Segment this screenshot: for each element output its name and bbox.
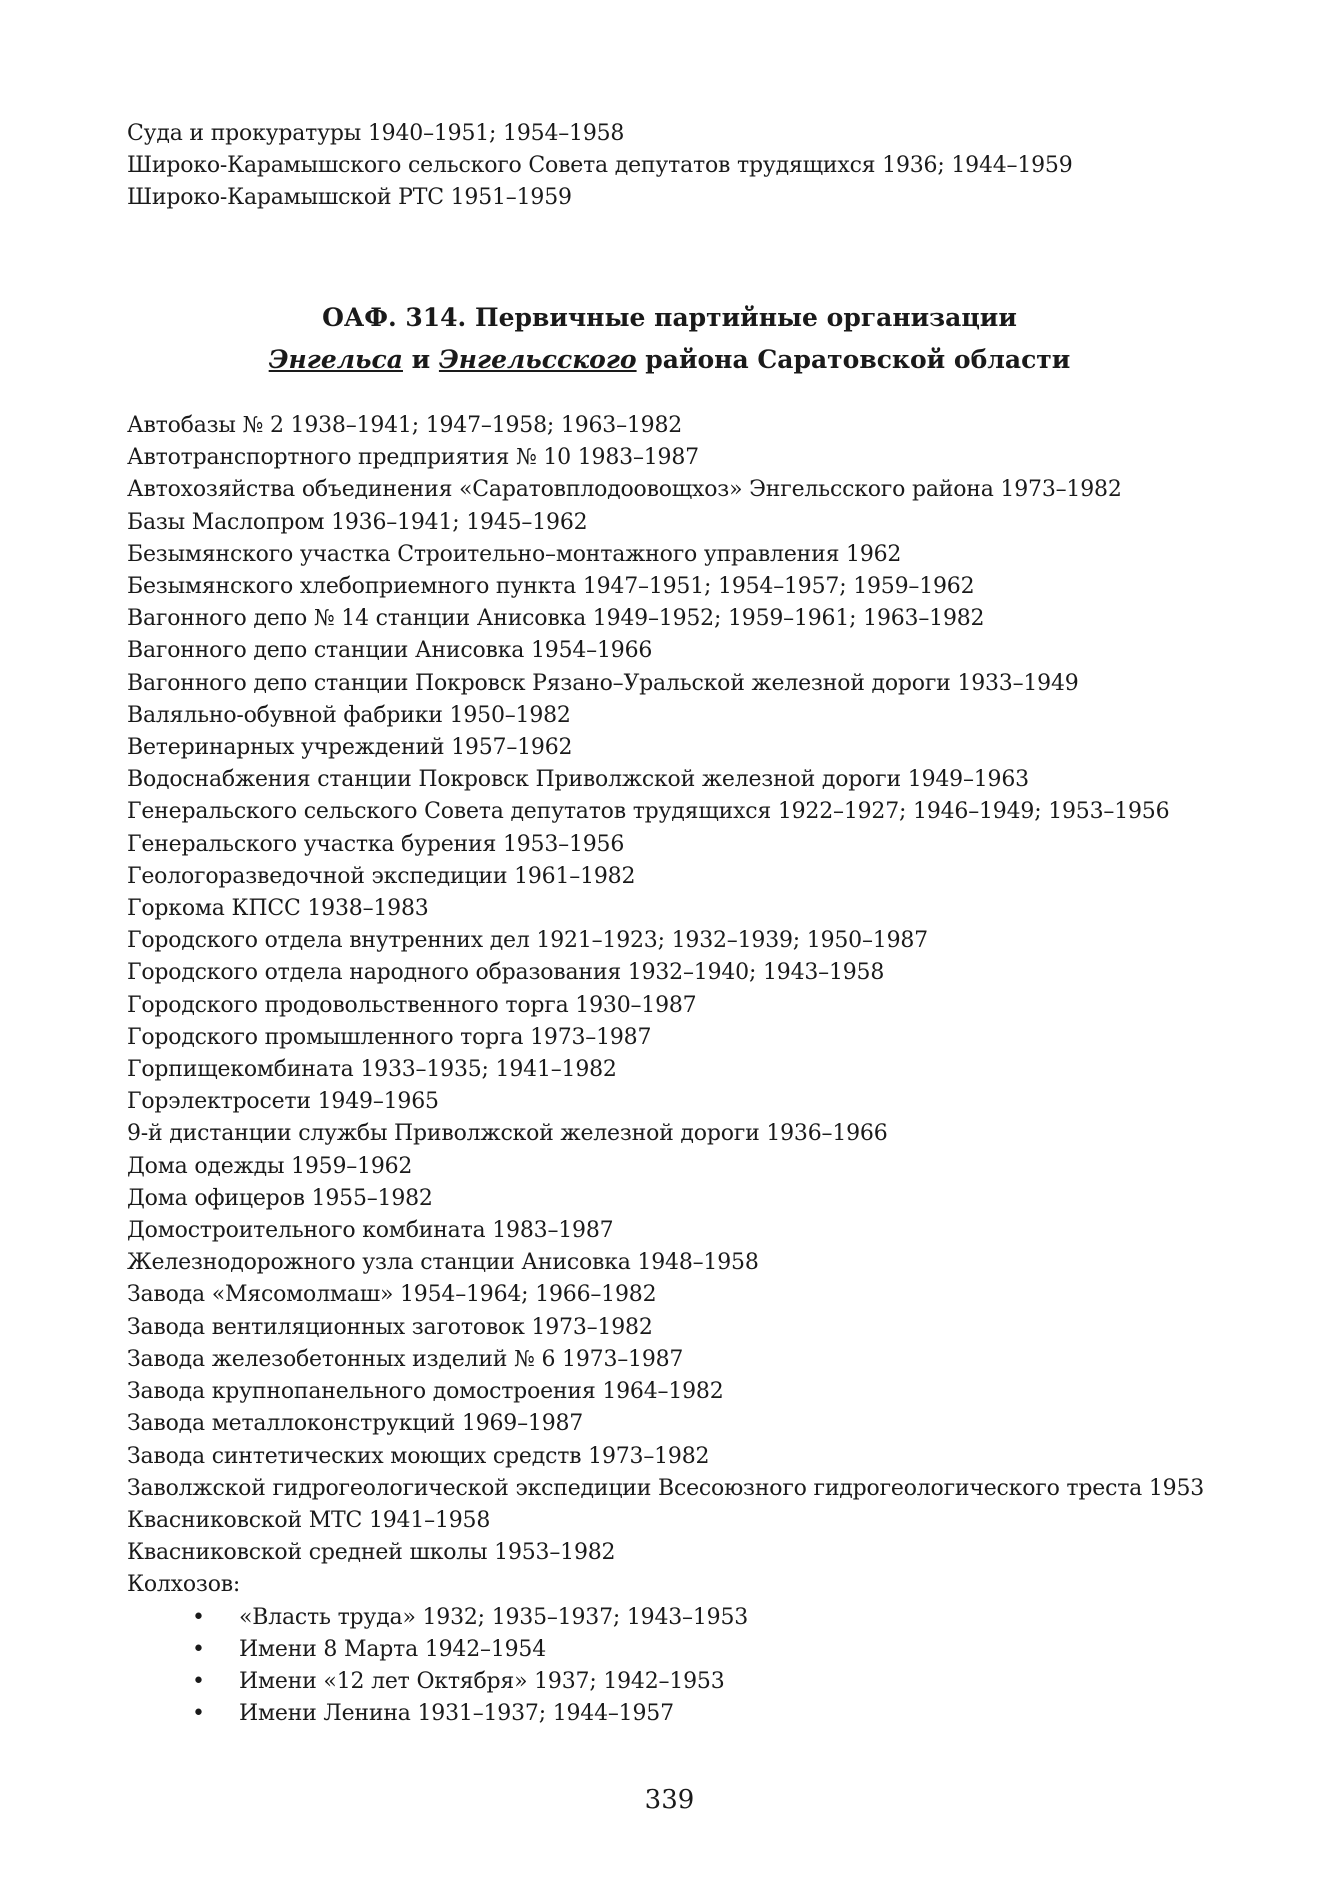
list-item: Горпищекомбината 1933–1935; 1941–1982 — [127, 1057, 617, 1083]
kolkhozes-label: Колхозов: — [127, 1572, 241, 1598]
top-list — [127, 118, 1227, 215]
list-item: Вагонного депо станции Покровск Рязано–Уральской железной дороги 1933–1949 — [127, 670, 1079, 696]
bullet-icon: • — [192, 1604, 205, 1630]
list-item: Горэлектросети 1949–1965 — [127, 1089, 439, 1115]
list-item: Городского промышленного торга 1973–1987 — [127, 1024, 652, 1050]
list-item: Валяльно-обувной фабрики 1950–1982 — [127, 702, 571, 728]
bullet-item — [127, 1602, 1227, 1634]
list-item: Домостроительного комбината 1983–1987 — [127, 1218, 614, 1244]
list-item: Ветеринарных учреждений 1957–1962 — [127, 735, 573, 761]
bullet-item — [127, 1698, 1227, 1730]
list-item: Завода металлоконструкций 1969–1987 — [127, 1411, 584, 1437]
list-item: Завода вентиляционных заготовок 1973–1982 — [127, 1314, 653, 1340]
list-item: Завода железобетонных изделий № 6 1973–1987 — [127, 1346, 684, 1372]
bullet-icon: • — [192, 1701, 205, 1727]
page-number: 339 — [644, 1785, 695, 1815]
heading-conjunction: и — [402, 345, 439, 374]
list-item: 9-й дистанции службы Приволжской железной дороги 1936–1966 — [127, 1121, 888, 1147]
bullet-text: Имени «12 лет Октября» 1937; 1942–1953 — [239, 1668, 725, 1694]
list-item: Железнодорожного узла станции Анисовка 1948–1958 — [127, 1250, 759, 1276]
heading-district-name: Энгельсского — [438, 345, 637, 374]
bullet-text: Имени Ленина 1931–1937; 1944–1957 — [239, 1701, 674, 1727]
list-item: Городского отдела внутренних дел 1921–1923; 1932–1939; 1950–1987 — [127, 928, 928, 954]
list-item: Автотранспортного предприятия № 10 1983–1987 — [127, 445, 699, 471]
list-item: Широко-Карамышского сельского Совета депутатов трудящихся 1936; 1944–1959 — [127, 153, 1073, 179]
list-item: Завода синтетических моющих средств 1973–1982 — [127, 1443, 710, 1469]
list-item: Заволжской гидрогеологической экспедиции Всесоюзного гидрогеологического треста 1953 — [127, 1475, 1205, 1501]
heading-line-1: ОАФ. 314. Первичные партийные организации — [322, 303, 1017, 332]
heading-city-name: Энгельса — [268, 345, 403, 374]
list-item: Завода «Мясомолмаш» 1954–1964; 1966–1982 — [127, 1282, 657, 1308]
list-item: Автохозяйства объединения «Саратовплодоовощхоз» Энгельсского района 1973–1982 — [127, 477, 1122, 503]
list-item: Безымянского хлебоприемного пункта 1947–1951; 1954–1957; 1959–1962 — [127, 574, 975, 600]
heading-region-text: района Саратовской области — [636, 345, 1071, 374]
list-item: Завода крупнопанельного домостроения 1964–1982 — [127, 1379, 724, 1405]
list-item: Базы Маслопром 1936–1941; 1945–1962 — [127, 509, 588, 535]
heading-line-2 — [0, 339, 1339, 381]
list-item: Квасниковской средней школы 1953–1982 — [127, 1540, 616, 1566]
list-item: Вагонного депо № 14 станции Анисовка 1949–1952; 1959–1961; 1963–1982 — [127, 606, 985, 632]
list-item: Генеральского сельского Совета депутатов трудящихся 1922–1927; 1946–1949; 1953–1956 — [127, 799, 1170, 825]
list-item: Вагонного депо станции Анисовка 1954–1966 — [127, 638, 653, 664]
list-item: Городского продовольственного торга 1930–1987 — [127, 992, 697, 1018]
list-item: Генеральского участка бурения 1953–1956 — [127, 831, 625, 857]
list-item: Безымянского участка Строительно–монтажного управления 1962 — [127, 541, 902, 567]
list-item: Автобазы № 2 1938–1941; 1947–1958; 1963–1982 — [127, 413, 683, 438]
list-item: Широко-Карамышской РТС 1951–1959 — [127, 185, 572, 211]
list-item: Квасниковской МТС 1941–1958 — [127, 1507, 491, 1533]
list-item: Горкома КПСС 1938–1983 — [127, 896, 429, 922]
bullet-item — [127, 1666, 1227, 1698]
list-item: Городского отдела народного образования 1932–1940; 1943–1958 — [127, 960, 885, 986]
bullet-text: Имени 8 Марта 1942–1954 — [239, 1636, 547, 1662]
section-heading — [0, 297, 1339, 381]
bullet-item — [127, 1634, 1227, 1666]
list-item: Суда и прокуратуры 1940–1951; 1954–1958 — [127, 121, 625, 146]
list-item: Водоснабжения станции Покровск Приволжской железной дороги 1949–1963 — [127, 767, 1029, 793]
list-item: Дома одежды 1959–1962 — [127, 1153, 413, 1179]
bullet-icon: • — [192, 1636, 205, 1662]
organizations-list — [127, 410, 1227, 1730]
kolkhozes-list — [127, 1602, 1227, 1731]
list-item: Геологоразведочной экспедиции 1961–1982 — [127, 863, 636, 889]
bullet-icon: • — [192, 1668, 205, 1694]
bullet-text: «Власть труда» 1932; 1935–1937; 1943–1953 — [239, 1604, 749, 1630]
list-item: Дома офицеров 1955–1982 — [127, 1185, 433, 1211]
